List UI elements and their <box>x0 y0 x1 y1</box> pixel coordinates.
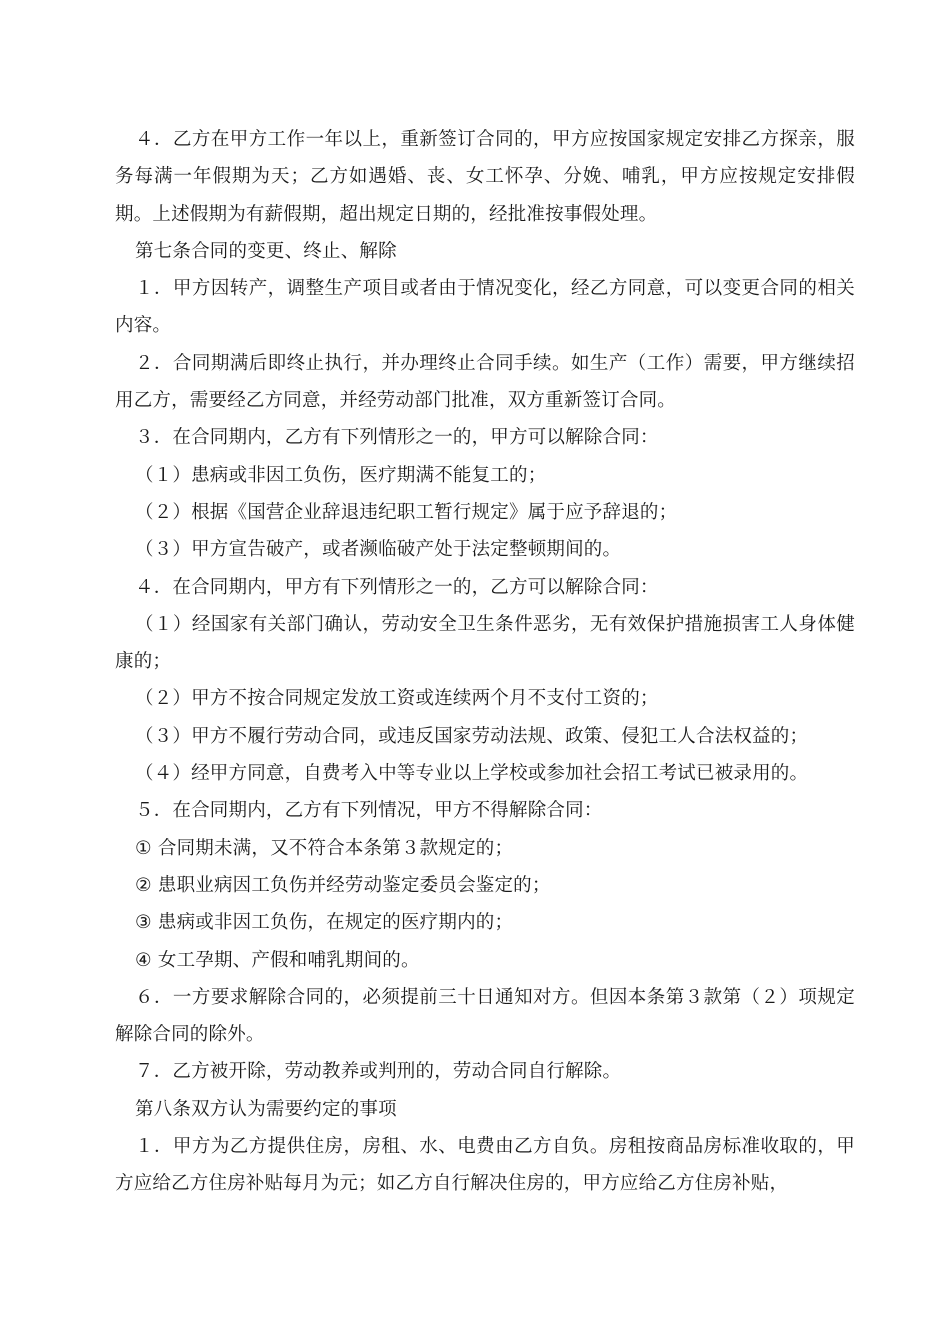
paragraph-7-6: ６．一方要求解除合同的，必须提前三十日通知对方。但因本条第３款第（２）项规定解除合同的除外。 <box>115 986 855 1046</box>
paragraph-7-4-item-4: （４）经甲方同意，自费考入中等专业以上学校或参加社会招工考试已被录用的。 <box>135 763 809 785</box>
paragraph-7-5-item-1: ① 合同期未满，又不符合本条第３款规定的； <box>135 837 514 859</box>
paragraph-7-4-item-3: （３）甲方不履行劳动合同，或违反国家劳动法规、政策、侵犯工人合法权益的； <box>135 725 809 747</box>
paragraph-7-4-item-1: （１）经国家有关部门确认，劳动安全卫生条件恶劣，无有效保护措施损害工人身体健康的； <box>115 613 855 673</box>
paragraph-7-5-item-2: ② 患职业病因工负伤并经劳动鉴定委员会鉴定的； <box>135 874 551 896</box>
paragraph-7-1: １．甲方因转产，调整生产项目或者由于情况变化，经乙方同意，可以变更合同的相关内容。 <box>115 278 855 337</box>
paragraph-7-3-item-2: （２）根据《国营企业辞退违纪职工暂行规定》属于应予辞退的； <box>135 501 678 523</box>
paragraph-7-3-item-3: （３）甲方宣告破产，或者濒临破产处于法定整顿期间的。 <box>135 539 622 561</box>
paragraph-7-2: ２．合同期满后即终止执行，并办理终止合同手续。如生产（工作）需要，甲方继续招用乙方，需要经乙方同意，并经劳动部门批准，双方重新签订合同。 <box>115 352 855 412</box>
paragraph-7-5: ５．在合同期内，乙方有下列情况，甲方不得解除合同： <box>135 800 603 822</box>
paragraph-7-5-item-4: ④ 女工孕期、产假和哺乳期间的。 <box>135 949 420 971</box>
heading-article-7: 第七条合同的变更、终止、解除 <box>135 240 397 262</box>
document-body <box>115 121 855 1203</box>
paragraph-7-3: ３．在合同期内，乙方有下列情形之一的，甲方可以解除合同： <box>135 427 659 449</box>
paragraph-7-3-item-1: （１）患病或非因工负伤，医疗期满不能复工的； <box>135 464 547 486</box>
paragraph-7-5-item-3: ③ 患病或非因工负伤，在规定的医疗期内的； <box>135 912 514 934</box>
paragraph-7-4: ４．在合同期内，甲方有下列情形之一的，乙方可以解除合同： <box>135 576 659 598</box>
paragraph-8-1: １．甲方为乙方提供住房，房租、水、电费由乙方自负。房租按商品房标准收取的，甲方应给乙方住房补贴每月为元；如乙方自行解决住房的，甲方应给乙方住房补贴， <box>115 1136 855 1195</box>
paragraph-leave-entitlement: ４．乙方在甲方工作一年以上，重新签订合同的，甲方应按国家规定安排乙方探亲，服务每满一年假期为天；乙方如遇婚、丧、女工怀孕、分娩、哺乳，甲方应按规定安排假期。上述假期为有薪假期，超出规定日期的，经批准按事假处理。 <box>115 129 855 225</box>
paragraph-7-7: ７．乙方被开除，劳动教养或判刑的，劳动合同自行解除。 <box>135 1061 622 1083</box>
heading-article-8: 第八条双方认为需要约定的事项 <box>135 1098 397 1120</box>
paragraph-7-4-item-2: （２）甲方不按合同规定发放工资或连续两个月不支付工资的； <box>135 688 659 710</box>
